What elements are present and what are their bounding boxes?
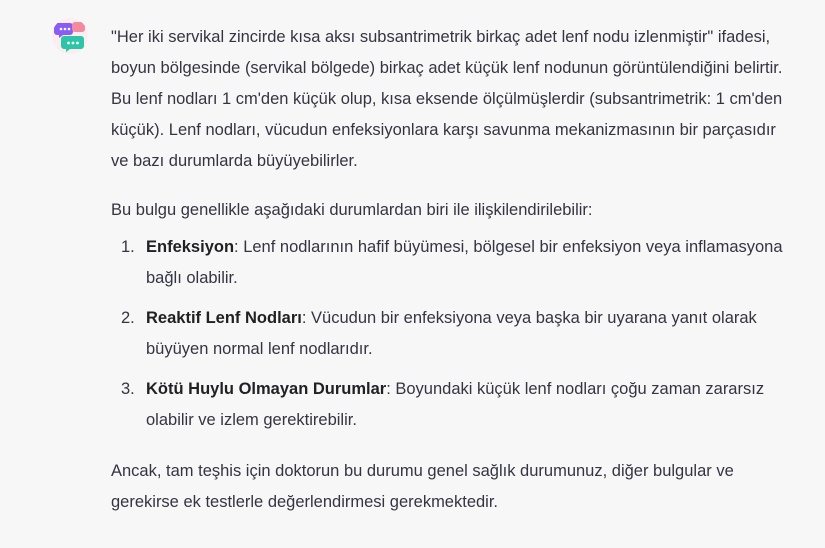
message-content [111,22,791,518]
list-item-number: 3. [121,380,135,398]
list-item-number: 2. [121,309,135,327]
assistant-avatar [52,18,88,54]
list-item [111,374,791,436]
chat-bubbles-logo-icon [52,18,88,54]
list-item-text: : Vücudun bir enfeksiyona veya başka bir uyarana yanıt olarak büyüyen normal lenf nodlarıdır. [146,309,757,358]
list-item-title: Enfeksiyon [146,238,235,256]
conditions-list [111,232,791,436]
lead-paragraph: Bu bulgu genellikle aşağıdaki durumlardan biri ile ilişkilendirilebilir: [111,201,593,219]
list-item-title: Kötü Huylu Olmayan Durumlar [146,380,387,398]
outro-paragraph: Ancak, tam teşhis için doktorun bu durumu genel sağlık durumunuz, diğer bulgular ve gerekirse ek testlerle değerlendirmesi gerekmektedir. [111,462,734,511]
list-item-title: Reaktif Lenf Nodları [146,309,302,327]
list-item [111,232,791,294]
list-item [111,303,791,365]
list-item-text: : Lenf nodlarının hafif büyümesi, bölgesel bir enfeksiyon veya inflamasyona bağlı olabilir. [146,238,783,287]
intro-paragraph: "Her iki servikal zincirde kısa aksı subsantrimetrik birkaç adet lenf nodu izlenmiştir" ifadesi, boyun bölgesinde (servikal bölgede) birkaç adet küçük lenf nodunun görüntülendiğini belirtir. Bu lenf nodları 1 cm'den küçük olup, kısa eksende ölçülmüşlerdir (subsantrimetrik: 1 cm'den küçük). Lenf nodları, vücudun enfeksiyonlara karşı savunma mekanizmasının bir parçasıdır ve bazı durumlarda büyüyebilirler. [111,28,783,170]
list-item-text: : Boyundaki küçük lenf nodları çoğu zaman zararsız olabilir ve izlem gerektirebilir. [146,380,765,429]
list-item-number: 1. [121,238,135,256]
